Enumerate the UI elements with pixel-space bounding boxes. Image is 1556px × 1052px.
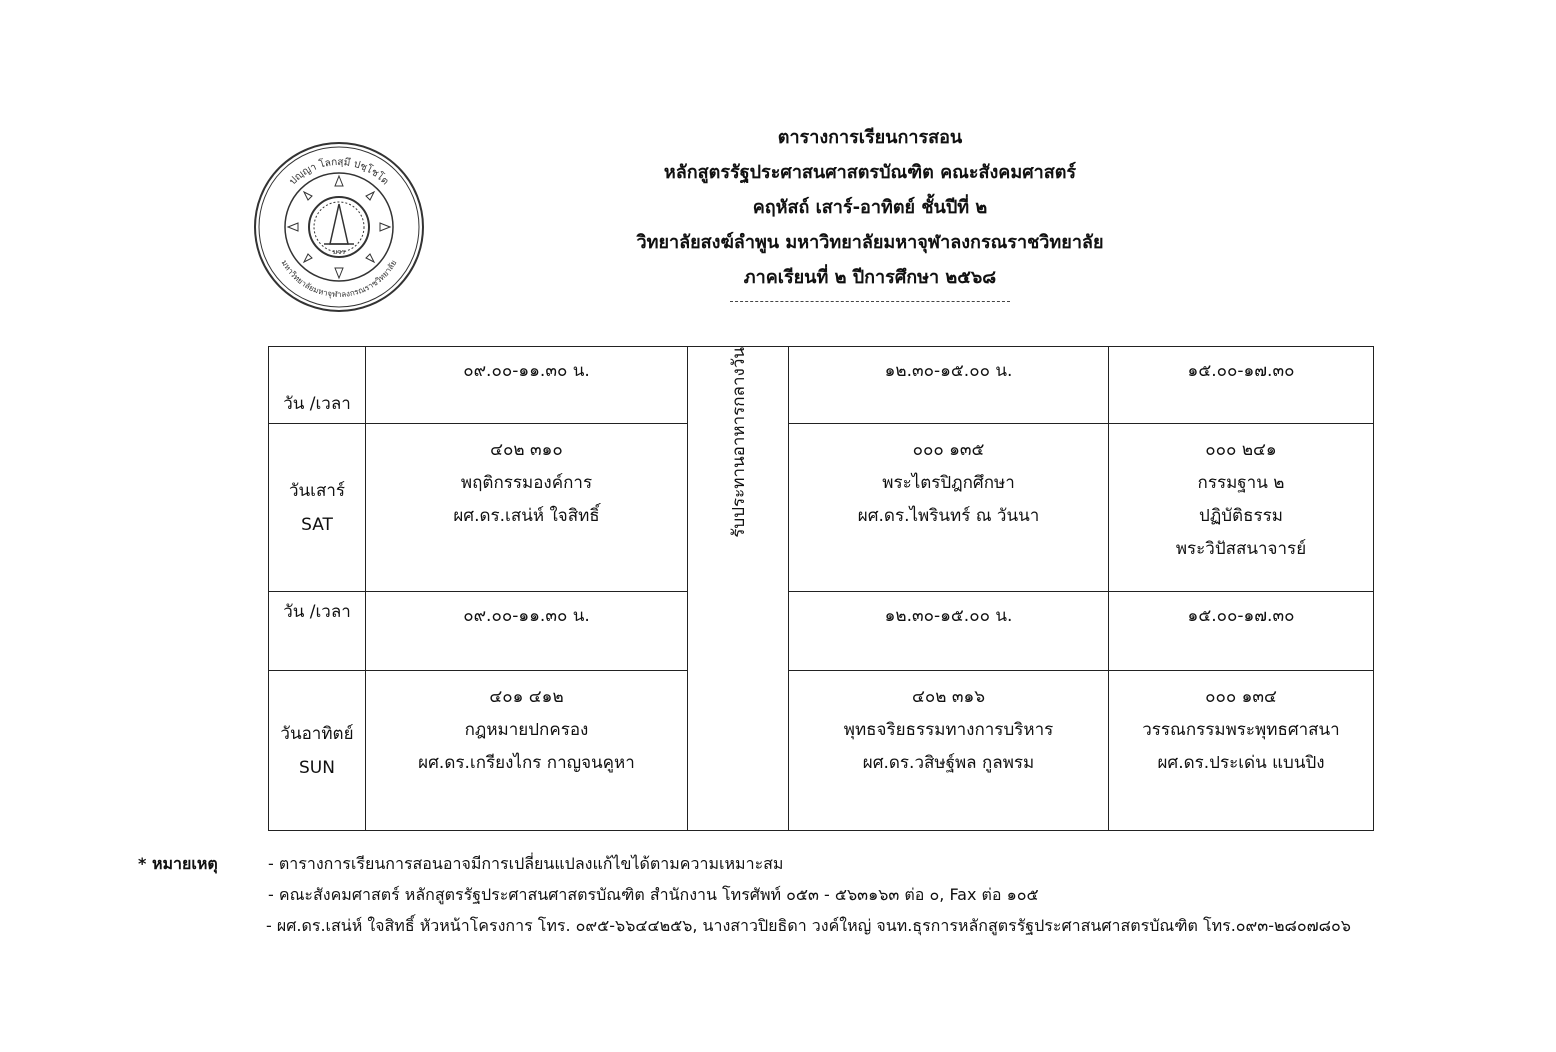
seal-top-text: ปญฺญา โลกสฺมึ ปชฺโชโต [287,156,391,188]
day-time-label: วัน /เวลา [269,347,366,424]
course-code: ๐๐๐ ๒๔๑ [1205,440,1277,460]
document-header [560,120,1180,302]
course-code: ๔๐๑ ๔๑๒ [489,687,564,707]
sat-slot-1-time: ๐๙.๐๐-๑๑.๓๐ น. [366,347,688,424]
course-name: พฤติกรรมองค์การ [460,473,593,493]
sun-slot-3-time: ๑๕.๐๐-๑๗.๓๐ [1109,592,1374,671]
course-code: ๔๐๒ ๓๑๐ [490,440,563,460]
sat-slot-2-time: ๑๒.๓๐-๑๕.๐๐ น. [789,347,1109,424]
saturday-name-en: SAT [301,514,333,535]
saturday-name-th: วันเสาร์ [288,480,346,501]
note-item: - ตารางการเรียนการสอนอาจมีการเปลี่ยนแปลงแก้ไขได้ตามความเหมาะสม [268,854,784,873]
header-program: หลักสูตรรัฐประศาสนศาสตรบัณฑิต คณะสังคมศาสตร์ [663,162,1077,183]
course-instructor: ผศ.ดร.วสิษฐ์พล กูลพรม [862,753,1035,773]
course-name: กฎหมายปกครอง [464,720,589,740]
sat-course-3 [1109,424,1374,592]
course-code: ๐๐๐ ๑๓๔ [1205,687,1277,707]
header-student-group: คฤหัสถ์ เสาร์-อาทิตย์ ชั้นปีที่ ๒ [752,197,988,218]
schedule-table [268,346,1374,831]
course-code: ๐๐๐ ๑๓๕ [912,440,985,460]
lunch-break-label: รับประทานอาหารกลางวัน [728,347,749,538]
course-name: กรรมฐาน ๒ [1197,473,1285,493]
course-instructor: ผศ.ดร.ประเด่น แบนปิง [1157,753,1325,773]
course-note: ปฏิบัติธรรม [1199,506,1283,526]
saturday-label [269,424,366,592]
sunday-course-row [269,671,1374,831]
sun-slot-1-time: ๐๙.๐๐-๑๑.๓๐ น. [366,592,688,671]
svg-text:ปญฺญา โลกสฺมึ ปชฺโชโต [288,156,391,187]
sunday-name-th: วันอาทิตย์ [280,723,354,744]
course-instructor: พระวิปัสสนาจารย์ [1175,539,1307,559]
day-time-label: วัน /เวลา [269,592,366,671]
seal-center-text: มจร [332,248,346,256]
sun-course-3 [1109,671,1374,831]
header-title: ตารางการเรียนการสอน [777,127,963,148]
lunch-break-cell [688,347,789,831]
sat-course-2 [789,424,1109,592]
course-instructor: ผศ.ดร.เกรียงไกร กาญจนคูหา [418,753,635,773]
sat-course-1 [366,424,688,592]
seal-bottom-text: มหาวิทยาลัยมหาจุฬาลงกรณราชวิทยาลัย [279,258,399,300]
university-seal [252,140,426,314]
sunday-name-en: SUN [299,757,335,778]
course-name: วรรณกรรมพระพุทธศาสนา [1142,720,1340,740]
header-semester: ภาคเรียนที่ ๒ ปีการศึกษา ๒๕๖๘ [743,267,997,288]
header-college: วิทยาลัยสงฆ์ลำพูน มหาวิทยาลัยมหาจุฬาลงกรณราชวิทยาลัย [636,232,1104,253]
course-instructor: ผศ.ดร.เสน่ห์ ใจสิทธิ์ [453,506,600,526]
saturday-course-row [269,424,1374,592]
course-instructor: ผศ.ดร.ไพรินทร์ ณ วันนา [857,506,1040,526]
sunday-label [269,671,366,831]
course-code: ๔๐๒ ๓๑๖ [911,687,986,707]
course-name: พุทธจริยธรรมทางการบริหาร [843,720,1054,740]
sun-course-1 [366,671,688,831]
note-item: - คณะสังคมศาสตร์ หลักสูตรรัฐประศาสนศาสตรบัณฑิต สำนักงาน โทรศัพท์ ๐๕๓ - ๕๖๓๑๖๓ ต่อ ๐, Fax ต่อ ๑๐๕ [268,885,1039,904]
sunday-time-row [269,592,1374,671]
sun-slot-2-time: ๑๒.๓๐-๑๕.๐๐ น. [789,592,1109,671]
sun-course-2 [789,671,1109,831]
notes-label: * หมายเหตุ [138,854,218,873]
sat-slot-3-time: ๑๕.๐๐-๑๗.๓๐ [1109,347,1374,424]
note-item: - ผศ.ดร.เสน่ห์ ใจสิทธิ์ หัวหน้าโครงการ โทร. ๐๙๕-๖๖๔๔๒๕๖, นางสาวปิยธิดา วงค์ใหญ่ จนท.ธุรการหลักสูตรรัฐประศาสนศาสตรบัณฑิต โทร.๐๙๓-๒๘๐๗๘๐๖ [266,916,1351,935]
course-name: พระไตรปิฎกศึกษา [882,473,1015,493]
header-divider [730,301,1010,302]
saturday-time-row [269,347,1374,424]
